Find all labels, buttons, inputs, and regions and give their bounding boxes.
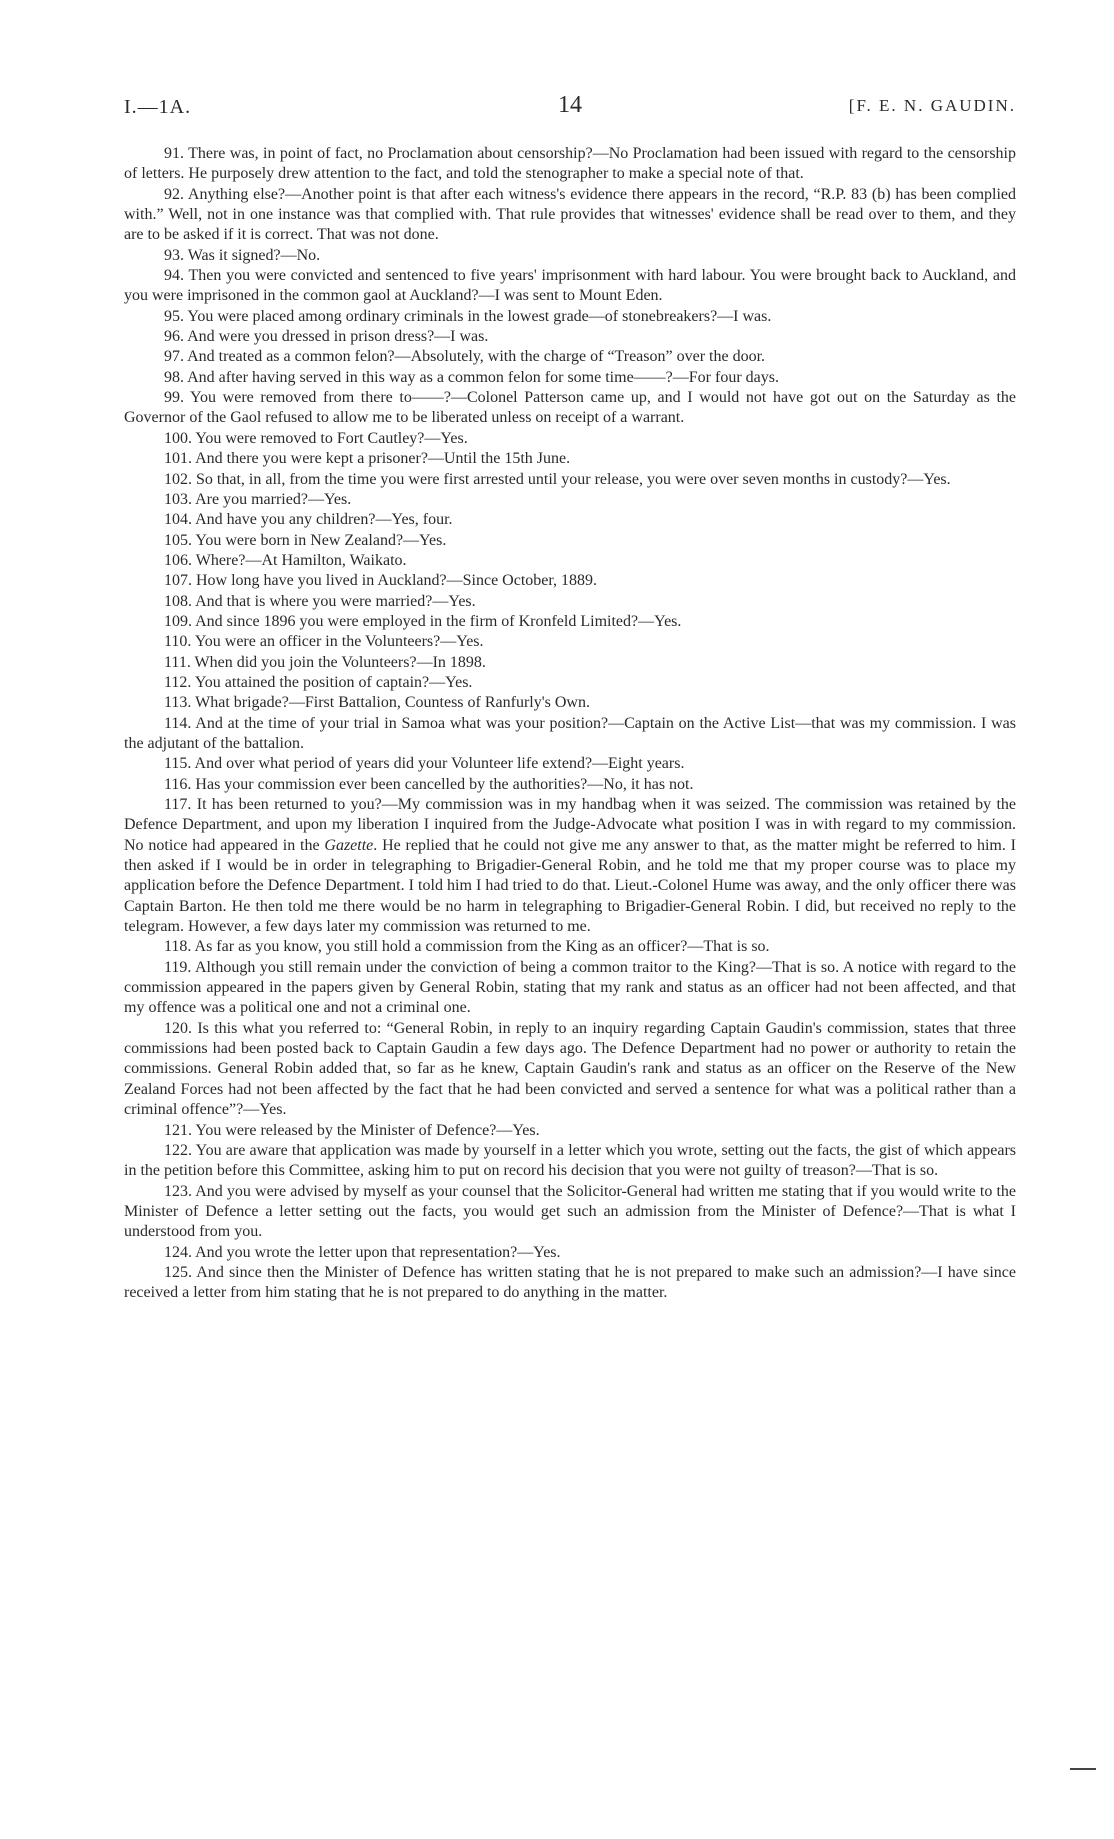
- testimony-paragraph: 109. And since 1896 you were employed in the firm of Kronfeld Limited?—Yes.: [164, 612, 682, 630]
- testimony-paragraph: 123. And you were advised by myself as your counsel that the Solicitor-General had written me stating that if you would write to the Minister of Defence a letter setting out the facts, you would get such an admission from the Minister of Defence?—That is what I understood from you.: [124, 1182, 1016, 1241]
- testimony-paragraph: 107. How long have you lived in Auckland?—Since October, 1889.: [164, 572, 598, 590]
- page-number: 14: [558, 92, 582, 118]
- testimony-paragraph: 93. Was it signed?—No.: [164, 246, 321, 264]
- witness-name: [F. E. N. GAUDIN.: [848, 96, 1016, 115]
- testimony-paragraph: 106. Where?—At Hamilton, Waikato.: [164, 551, 407, 569]
- italic-term: Gazette: [324, 836, 374, 854]
- testimony-paragraph: 104. And have you any children?—Yes, four.: [164, 511, 453, 529]
- testimony-paragraph: 91. There was, in point of fact, no Proclamation about censorship?—No Proclamation had been issued with regard to the censorship of letters. He purposely drew attention to the fact, and told the stenographer to make a special note of that.: [124, 145, 1016, 183]
- testimony-paragraph: 113. What brigade?—First Battalion, Countess of Ranfurly's Own.: [164, 694, 590, 712]
- testimony-paragraph: 125. And since then the Minister of Defence has written stating that he is not prepared to make such an admission?—I have since received a letter from him stating that he is not prepared to do anything in the matter.: [124, 1263, 1016, 1302]
- testimony-paragraph: 115. And over what period of years did your Volunteer life extend?—Eight years.: [164, 755, 685, 773]
- testimony-paragraph: 95. You were placed among ordinary criminals in the lowest grade—of stonebreakers?—I was.: [164, 307, 772, 325]
- testimony-paragraph: 121. You were released by the Minister of Defence?—Yes.: [164, 1121, 540, 1139]
- document-reference: I.—1A.: [124, 96, 192, 118]
- document-body: [124, 144, 1016, 1304]
- testimony-paragraph: 92. Anything else?—Another point is that after each witness's evidence there appears in the record, “R.P. 83 (b) has been complied with.” Well, not in one instance was that complied with. That rule provides that witnesses' evidence shall be read over to them, and they are to be asked if it is correct. That was not done.: [124, 185, 1016, 244]
- testimony-paragraph: 112. You attained the position of captain?—Yes.: [164, 673, 473, 691]
- testimony-paragraph: 97. And treated as a common felon?—Absolutely, with the charge of “Treason” over the door.: [164, 348, 766, 366]
- margin-mark: [1070, 1768, 1096, 1770]
- testimony-paragraph: 102. So that, in all, from the time you were first arrested until your release, you were over seven months in custody?—Yes.: [164, 470, 951, 488]
- testimony-paragraph: 120. Is this what you referred to: “General Robin, in reply to an inquiry regarding Captain Gaudin's commission, states that three commissions had been posted back to Captain Gaudin a few days ago. The Defence Department had no power or authority to retain the commissions. General Robin added that, so far as he knew, Captain Gaudin's rank and status as an officer on the Reserve of the New Zealand Forces had not been affected by the fact that he had been convicted and served a sentence for what was a political rather than a criminal offence”?—Yes.: [124, 1019, 1016, 1119]
- testimony-paragraph: 105. You were born in New Zealand?—Yes.: [164, 531, 447, 549]
- testimony-paragraph: 96. And were you dressed in prison dress?—I was.: [164, 328, 489, 346]
- testimony-paragraph: 103. Are you married?—Yes.: [164, 490, 352, 508]
- testimony-paragraph: 117. It has been returned to you?—My commission was in my handbag when it was seized. The commission was retained by the Defence Department, and upon my liberation I inquired from the Judge-Advocate what position I was in with regard to my commission. No notice had appeared in the Gazette. He replied that he could not give me any answer to that, as the matter might be referred to him. I then asked if I would be in order in telegraphing to Brigadier-General Robin, and he told me that my proper course was to place my application before the Defence Department. I told him I had tried to do that. Lieut.-Colonel Hume was away, and the only officer there was Captain Barton. He then told me there would be no harm in telegraphing to Brigadier-General Robin. I did, but received no reply to the telegram. However, a few days later my commission was returned to me.: [124, 796, 1016, 936]
- testimony-paragraph: 99. You were removed from there to——?—Colonel Patterson came up, and I would not have got out on the Saturday as the Governor of the Gaol refused to allow me to be liberated unless on receipt of a warrant.: [124, 389, 1016, 427]
- testimony-paragraph: 114. And at the time of your trial in Samoa what was your position?—Captain on the Active List—that was my commission. I was the adjutant of the battalion.: [124, 714, 1016, 752]
- testimony-paragraph: 100. You were removed to Fort Cautley?—Yes.: [164, 429, 468, 447]
- page-header: [124, 92, 1016, 126]
- testimony-paragraph: 116. Has your commission ever been cancelled by the authorities?—No, it has not.: [164, 775, 694, 793]
- testimony-paragraph: 108. And that is where you were married?—Yes.: [164, 592, 476, 610]
- testimony-paragraph: 98. And after having served in this way as a common felon for some time——?—For four days.: [164, 368, 779, 386]
- testimony-paragraph: 110. You were an officer in the Volunteers?—Yes.: [164, 633, 484, 651]
- testimony-paragraph: 118. As far as you know, you still hold a commission from the King as an officer?—That is so.: [164, 938, 770, 956]
- testimony-paragraph: 124. And you wrote the letter upon that representation?—Yes.: [164, 1243, 561, 1261]
- testimony-paragraph: 122. You are aware that application was made by yourself in a letter which you wrote, setting out the facts, the gist of which appears in the petition before this Committee, asking him to put on record his decision that you were not guilty of treason?—That is so.: [124, 1141, 1016, 1180]
- testimony-paragraph: 111. When did you join the Volunteers?—In 1898.: [164, 653, 486, 671]
- testimony-paragraph: 101. And there you were kept a prisoner?—Until the 15th June.: [164, 450, 571, 468]
- testimony-paragraph: 94. Then you were convicted and sentenced to five years' imprisonment with hard labour. You were brought back to Auckland, and you were imprisoned in the common gaol at Auckland?—I was sent to Mount Eden.: [124, 267, 1016, 305]
- testimony-paragraph: 119. Although you still remain under the conviction of being a common traitor to the King?—That is so. A notice with regard to the commission appeared in the papers given by General Robin, stating that my rank and status as an officer had not been affected, and that my offence was a political one and not a criminal one.: [124, 958, 1016, 1017]
